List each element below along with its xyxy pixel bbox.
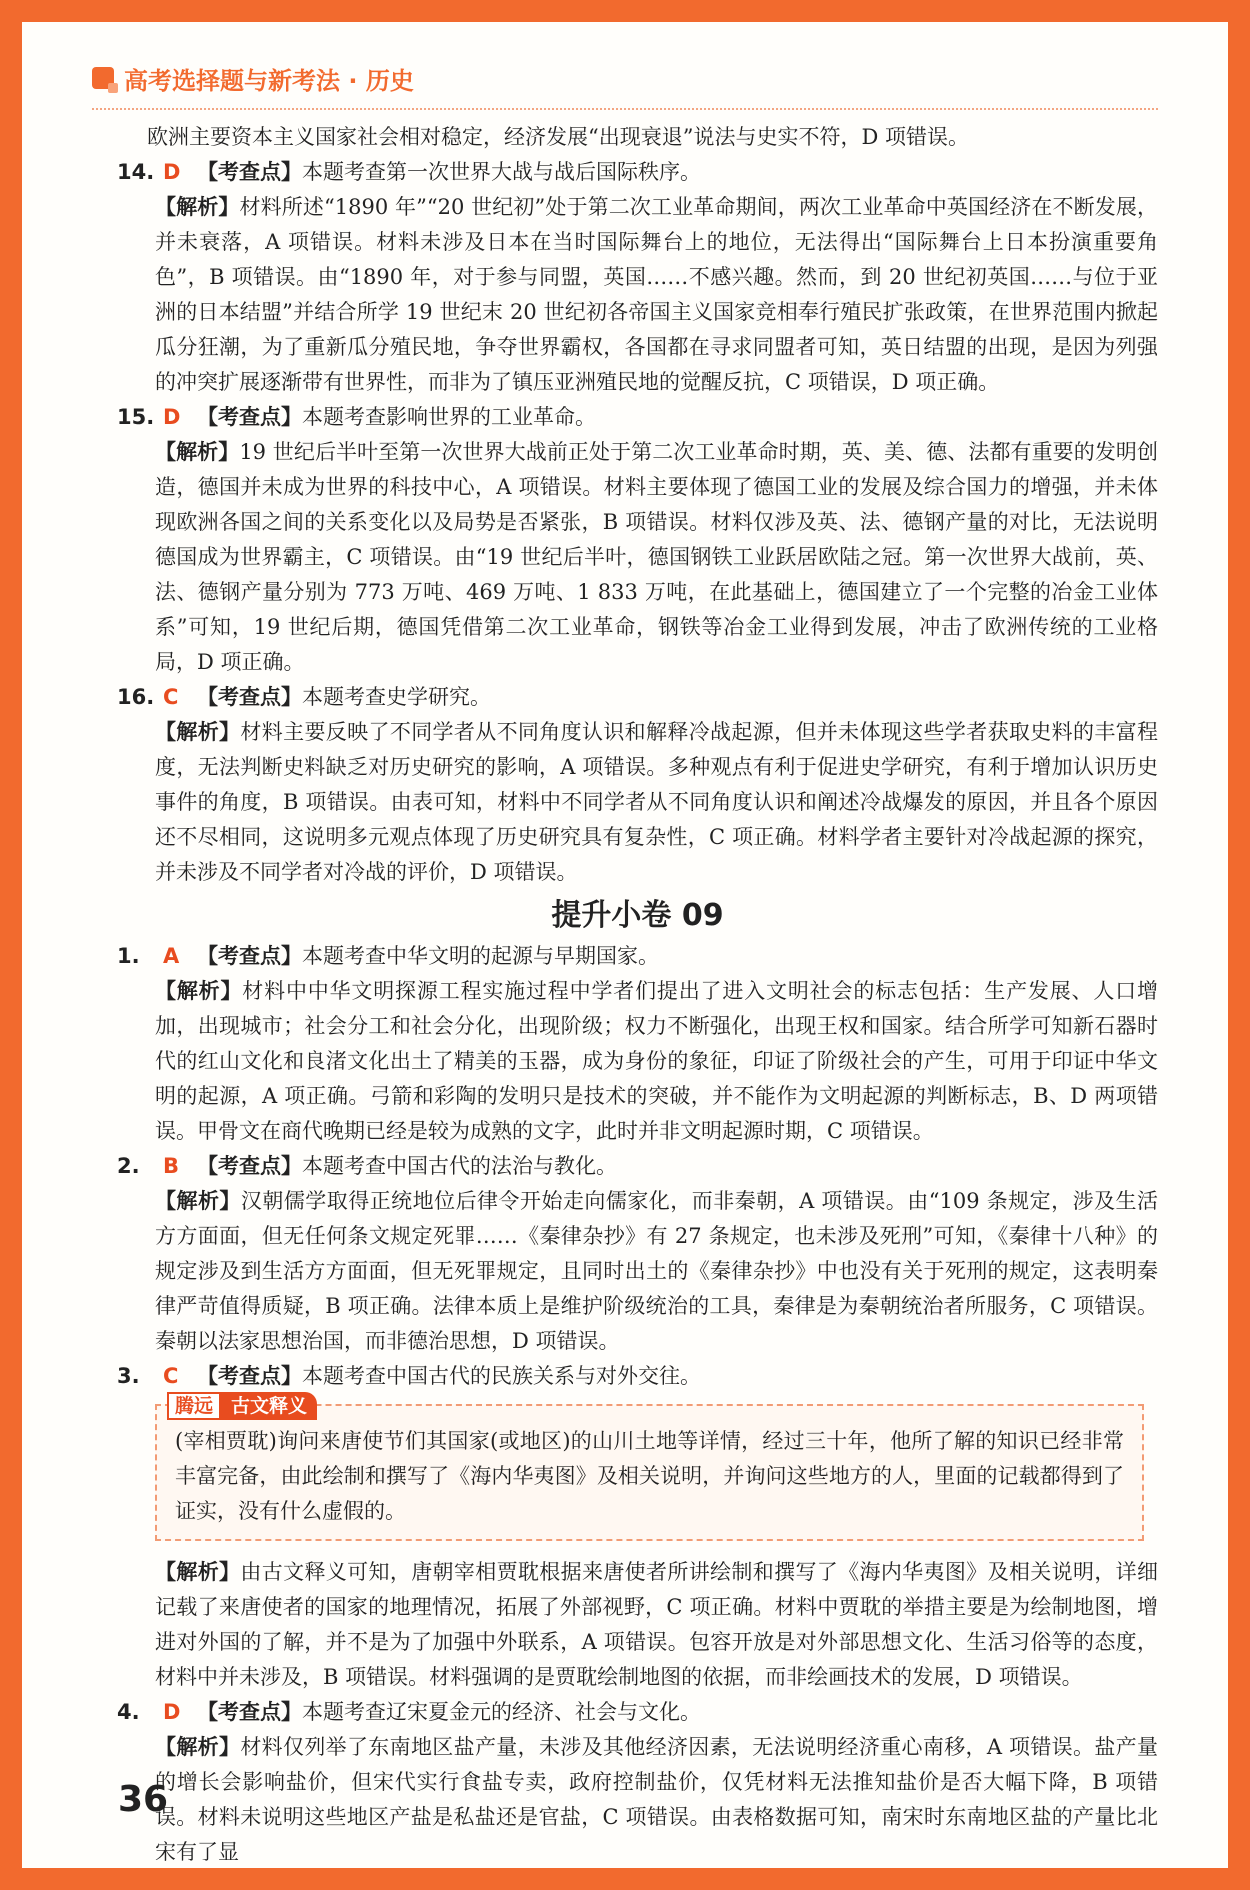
jiexi-label: 【解析】 xyxy=(155,1189,241,1213)
question-number: 3. xyxy=(117,1364,140,1388)
jiexi-text: 材料中中华文明探源工程实施过程中学者们提出了进入文明社会的标志包括：生产发展、人口增加，出现城市；社会分工和社会分化，出现阶级；权力不断强化，出现王权和国家。结合所学可知新石器时代的红山文化和良渚文化出土了精美的玉器，成为身份的象征，印证了阶级社会的产生，可用于印证中华文明的起源，A 项正确。弓箭和彩陶的发明只是技术的突破，并不能作为文明起源的判断标志，B、D 两项错误。甲骨文在商代晚期已经是较为成熟的文字，此时并非文明起源时期，C 项错误。 xyxy=(155,979,1159,1143)
question-number: 4. xyxy=(117,1700,140,1724)
jiexi-text: 汉朝儒学取得正统地位后律令开始走向儒家化，而非秦朝，A 项错误。由“109 条规定，涉及生活方方面面，但无任何条文规定死罪……《秦律杂抄》有 27 条规定，也未涉及死刑”可知，《秦律十八种》的规定涉及到生活方方面面，但无死罪规定，且同时出土的《秦律杂抄》中也没有关于死刑的规定，这表明秦律严苛值得质疑，B 项正确。法律本质上是维护阶级统治的工具，秦律是为秦朝统治者所服务，C 项错误。秦朝以法家思想治国，而非德治思想，D 项错误。 xyxy=(155,1189,1158,1353)
note-text: (宰相贾耽)询问来唐使节们其国家(或地区)的山川土地等详情，经过三十年，他所了解的知识已经非常丰富完备，由此绘制和撰写了《海内华夷图》及相关说明，并询问这些地方的人，里面的记载都得到了证实，没有什么虚假的。 xyxy=(175,1429,1124,1523)
answer-item-3 xyxy=(117,1359,1158,1695)
question-number: 16. xyxy=(117,685,155,709)
kaodian-text: 本题考查第一次世界大战与战后国际秩序。 xyxy=(302,160,701,184)
kaodian-label: 【考查点】 xyxy=(197,1154,302,1178)
jiexi-text: 材料所述“1890 年”“20 世纪初”处于第二次工业革命期间，两次工业革命中英国经济在不断发展，并未衰落，A 项错误。材料未涉及日本在当时国际舞台上的地位，无法得出“国际舞台上日本扮演重要角色”，B 项错误。由“1890 年，对于参与同盟，英国……不感兴趣。然而，到 20 世纪初英国……与位于亚洲的日本结盟”并结合所学 19 世纪末 20 世纪初各帝国主义国家竞相奉行殖民扩张政策，在世界范围内掀起瓜分狂潮，为了重新瓜分殖民地，争夺世界霸权，各国都在寻求同盟者可知，英日结盟的出现，是因为列强的冲突扩展逐渐带有世界性，而非为了镇压亚洲殖民地的觉醒反抗，C 项错误，D 项正确。 xyxy=(155,195,1158,394)
jiexi-label: 【解析】 xyxy=(155,440,240,464)
intro-text: 欧洲主要资本主义国家社会相对稳定，经济发展“出现衰退”说法与史实不符，D 项错误。 xyxy=(147,125,969,149)
book-icon xyxy=(92,67,114,89)
kaodian-label: 【考查点】 xyxy=(197,944,302,968)
answer-item-4 xyxy=(117,1695,1158,1870)
answer-letter: D xyxy=(163,1700,181,1724)
answer-item-2 xyxy=(117,1149,1158,1359)
kaodian-text: 本题考查中国古代的民族关系与对外交往。 xyxy=(302,1364,701,1388)
page-header xyxy=(92,58,414,98)
answer-item-1 xyxy=(117,939,1158,1149)
kaodian-text: 本题考查史学研究。 xyxy=(302,685,491,709)
question-number: 2. xyxy=(117,1154,140,1178)
jiexi-label: 【解析】 xyxy=(155,720,241,744)
kaodian-label: 【考查点】 xyxy=(197,1700,302,1724)
jiexi-label: 【解析】 xyxy=(155,979,243,1003)
kaodian-text: 本题考查辽宋夏金元的经济、社会与文化。 xyxy=(302,1700,701,1724)
kaodian-text: 本题考查中华文明的起源与早期国家。 xyxy=(302,944,659,968)
kaodian-label: 【考查点】 xyxy=(197,405,302,429)
kaodian-label: 【考查点】 xyxy=(197,1364,302,1388)
answer-letter: A xyxy=(163,944,180,968)
jiexi-text: 由古文释义可知，唐朝宰相贾耽根据来唐使者所讲绘制和撰写了《海内华夷图》及相关说明，详细记载了来唐使者的国家的地理情况，拓展了外部视野，C 项正确。材料中贾耽的举措主要是为绘制地图，增进对外国的了解，并不是为了加强中外联系，A 项错误。包容开放是对外部思想文化、生活习俗等的态度，材料中并未涉及，B 项错误。材料强调的是贾耽绘制地图的依据，而非绘画技术的发展，D 项错误。 xyxy=(155,1560,1159,1689)
note-tag xyxy=(167,1392,317,1420)
header-divider xyxy=(92,108,1158,110)
jiexi-text: 19 世纪后半叶至第一次世界大战前正处于第二次工业革命时期，英、美、德、法都有重要的发明创造，德国并未成为世界的科技中心，A 项错误。材料主要体现了德国工业的发展及综合国力的增强，并未体现欧洲各国之间的关系变化以及局势是否紧张，B 项错误。材料仅涉及英、法、德钢产量的对比，无法说明德国成为世界霸主，C 项错误。由“19 世纪后半叶，德国钢铁工业跃居欧陆之冠。第一次世界大战前，英、法、德钢产量分别为 773 万吨、469 万吨、1 833 万吨，在此基础上，德国建立了一个完整的冶金工业体系”可知，19 世纪后期，德国凭借第二次工业革命，钢铁等冶金工业得到发展，冲击了欧洲传统的工业格局，D 项正确。 xyxy=(155,440,1158,674)
kaodian-text: 本题考查影响世界的工业革命。 xyxy=(302,405,596,429)
classical-translation-box xyxy=(155,1395,1144,1541)
question-number: 15. xyxy=(117,405,155,429)
header-title: 高考选择题与新考法 · 历史 xyxy=(124,66,414,95)
question-number: 1. xyxy=(117,944,140,968)
answer-item-15 xyxy=(117,400,1158,680)
jiexi-label: 【解析】 xyxy=(155,1735,241,1759)
kaodian-text: 本题考查中国古代的法治与教化。 xyxy=(302,1154,617,1178)
jiexi-label: 【解析】 xyxy=(155,1560,241,1584)
answer-item-16 xyxy=(117,680,1158,890)
answer-item-14 xyxy=(117,155,1158,400)
answer-content xyxy=(117,120,1158,1870)
section-title: 提升小卷 09 xyxy=(551,898,724,933)
answer-letter: B xyxy=(163,1154,180,1178)
page-number: 36 xyxy=(118,1779,169,1820)
jiexi-text: 材料主要反映了不同学者从不同角度认识和解释冷战起源，但并未体现这些学者获取史料的丰富程度，无法判断史料缺乏对历史研究的影响，A 项错误。多种观点有利于促进史学研究，有利于增加认识历史事件的角度，B 项错误。由表可知，材料中不同学者从不同角度认识和阐述冷战爆发的原因，并且各个原因还不尽相同，这说明多元观点体现了历史研究具有复杂性，C 项正确。材料学者主要针对冷战起源的探究，并未涉及不同学者对冷战的评价，D 项错误。 xyxy=(155,720,1159,884)
kaodian-label: 【考查点】 xyxy=(197,685,302,709)
note-brand: 腾远 xyxy=(167,1392,221,1420)
question-number: 14. xyxy=(117,160,155,184)
answer-letter: C xyxy=(163,1364,179,1388)
jiexi-label: 【解析】 xyxy=(155,195,240,219)
answer-letter: D xyxy=(163,405,181,429)
answer-letter: C xyxy=(163,685,179,709)
jiexi-text: 材料仅列举了东南地区盐产量，未涉及其他经济因素，无法说明经济重心南移，A 项错误。盐产量的增长会影响盐价，但宋代实行食盐专卖，政府控制盐价，仅凭材料无法推知盐价是否大幅下降，B 项错误。材料未说明这些地区产盐是私盐还是官盐，C 项错误。由表格数据可知，南宋时东南地区盐的产量比北宋有了显 xyxy=(155,1735,1159,1864)
note-label: 古文释义 xyxy=(221,1392,317,1420)
answer-letter: D xyxy=(163,160,181,184)
kaodian-label: 【考查点】 xyxy=(197,160,302,184)
